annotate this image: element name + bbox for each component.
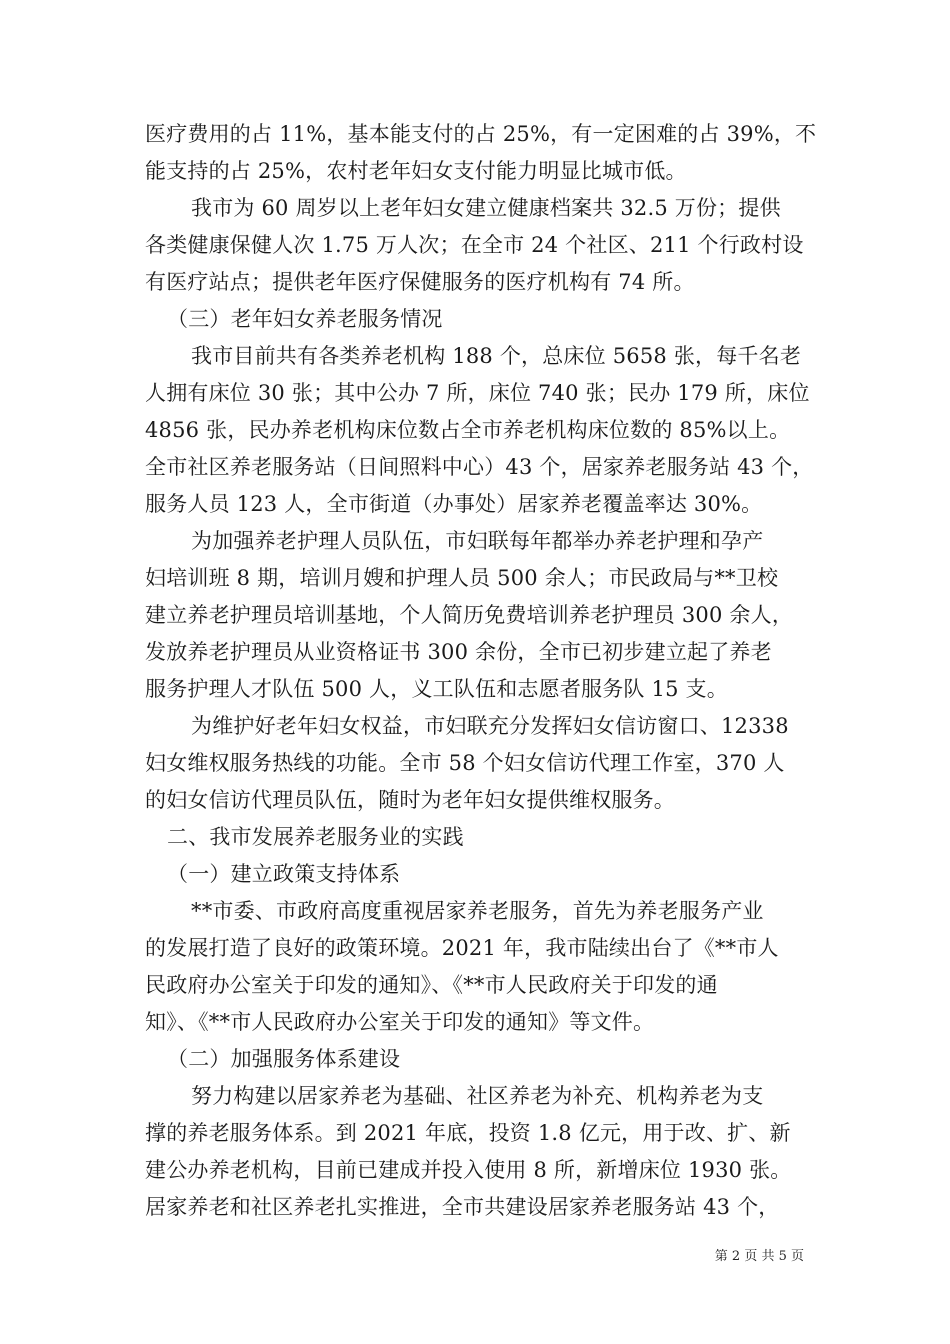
text-line: 妇培训班 8 期，培训月嫂和护理人员 500 余人；市民政局与**卫校 bbox=[145, 566, 779, 590]
paragraph-start: 我市目前共有各类养老机构 188 个，总床位 5658 张，每千名老 bbox=[191, 344, 802, 368]
page-number: 第 2 页 共 5 页 bbox=[714, 1249, 804, 1264]
text-line: 的妇女信访代理员队伍，随时为老年妇女提供维权服务。 bbox=[145, 788, 675, 812]
section-heading: （二）加强服务体系建设 bbox=[167, 1047, 401, 1071]
section-heading: （一）建立政策支持体系 bbox=[167, 862, 401, 886]
section-heading: （三）老年妇女养老服务情况 bbox=[167, 307, 443, 331]
paragraph-start: 为维护好老年妇女权益，市妇联充分发挥妇女信访窗口、12338 bbox=[191, 714, 789, 738]
text-line: 各类健康保健人次 1.75 万人次；在全市 24 个社区、211 个行政村设 bbox=[145, 233, 804, 257]
text-line: 建立养老护理员培训基地，个人简历免费培训养老护理员 300 余人， bbox=[145, 603, 794, 627]
paragraph-start: 努力构建以居家养老为基础、社区养老为补充、机构养老为支 bbox=[191, 1084, 764, 1108]
text-line: 民政府办公室关于印发的通知》、《**市人民政府关于印发的通 bbox=[145, 973, 718, 997]
text-line: 妇女维权服务热线的功能。全市 58 个妇女信访代理工作室，370 人 bbox=[145, 751, 785, 775]
paragraph-start: 我市为 60 周岁以上老年妇女建立健康档案共 32.5 万份；提供 bbox=[191, 196, 781, 220]
text-line: 建公办养老机构，目前已建成并投入使用 8 所，新增床位 1930 张。 bbox=[145, 1158, 792, 1182]
text-line: 服务护理人才队伍 500 人，义工队伍和志愿者服务队 15 支。 bbox=[145, 677, 728, 701]
text-line: 全市社区养老服务站（日间照料中心）43 个，居家养老服务站 43 个， bbox=[145, 455, 814, 479]
section-heading: 二、我市发展养老服务业的实践 bbox=[167, 825, 464, 849]
body-text bbox=[145, 116, 817, 1226]
text-line: 的发展打造了良好的政策环境。2021 年，我市陆续出台了《**市人 bbox=[145, 936, 779, 960]
text-line: 撑的养老服务体系。到 2021 年底，投资 1.8 亿元，用于改、扩、新 bbox=[145, 1121, 791, 1145]
text-line: 4856 张，民办养老机构床位数占全市养老机构床位数的 85%以上。 bbox=[145, 418, 791, 442]
text-line: 发放养老护理员从业资格证书 300 余份，全市已初步建立起了养老 bbox=[145, 640, 772, 664]
text-line: 知》、《**市人民政府办公室关于印发的通知》等文件。 bbox=[145, 1010, 655, 1034]
text-line: 人拥有床位 30 张；其中公办 7 所，床位 740 张；民办 179 所，床位 bbox=[145, 381, 810, 405]
text-line: 有医疗站点；提供老年医疗保健服务的医疗机构有 74 所。 bbox=[145, 270, 695, 294]
paragraph-start: 为加强养老护理人员队伍，市妇联每年都举办养老护理和孕产 bbox=[191, 529, 764, 553]
text-line: 能支持的占 25%，农村老年妇女支付能力明显比城市低。 bbox=[145, 159, 687, 183]
text-line: 医疗费用的占 11%，基本能支付的占 25%，有一定困难的占 39%，不 bbox=[145, 122, 817, 146]
paragraph-start: **市委、市政府高度重视居家养老服务，首先为养老服务产业 bbox=[191, 899, 764, 923]
text-line: 居家养老和社区养老扎实推进，全市共建设居家养老服务站 43 个， bbox=[145, 1195, 780, 1219]
text-line: 服务人员 123 人，全市街道（办事处）居家养老覆盖率达 30%。 bbox=[145, 492, 763, 516]
